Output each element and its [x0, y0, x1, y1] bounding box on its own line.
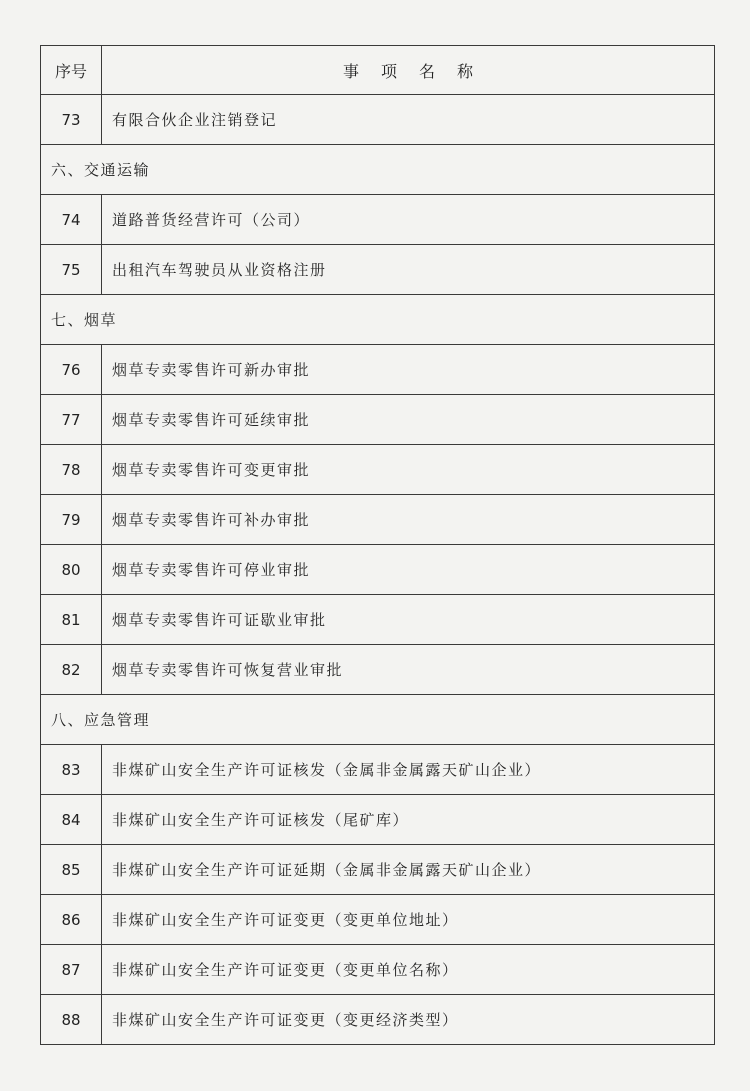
- row-number: 82: [41, 645, 102, 695]
- row-number: 76: [41, 345, 102, 395]
- table-row: [41, 645, 715, 695]
- table-row: [41, 445, 715, 495]
- section-row: [41, 295, 715, 345]
- section-title: 六、交通运输: [41, 145, 715, 195]
- item-name: 烟草专卖零售许可证歇业审批: [102, 595, 715, 645]
- item-name: 非煤矿山安全生产许可证变更（变更单位地址）: [102, 895, 715, 945]
- item-name: 烟草专卖零售许可停业审批: [102, 545, 715, 595]
- section-title: 八、应急管理: [41, 695, 715, 745]
- table-row: [41, 345, 715, 395]
- items-table: [40, 45, 715, 1045]
- table-row: [41, 195, 715, 245]
- item-name: 烟草专卖零售许可变更审批: [102, 445, 715, 495]
- item-name: 烟草专卖零售许可新办审批: [102, 345, 715, 395]
- header-num: 序号: [41, 46, 102, 95]
- table-row: [41, 895, 715, 945]
- row-number: 79: [41, 495, 102, 545]
- row-number: 84: [41, 795, 102, 845]
- item-name: 烟草专卖零售许可延续审批: [102, 395, 715, 445]
- table-row: [41, 995, 715, 1045]
- item-name: 非煤矿山安全生产许可证核发（金属非金属露天矿山企业）: [102, 745, 715, 795]
- item-name: 烟草专卖零售许可恢复营业审批: [102, 645, 715, 695]
- table-row: [41, 745, 715, 795]
- row-number: 81: [41, 595, 102, 645]
- table-row: [41, 495, 715, 545]
- section-row: [41, 145, 715, 195]
- item-name: 出租汽车驾驶员从业资格注册: [102, 245, 715, 295]
- item-name: 非煤矿山安全生产许可证变更（变更经济类型）: [102, 995, 715, 1045]
- table-row: [41, 95, 715, 145]
- row-number: 77: [41, 395, 102, 445]
- row-number: 87: [41, 945, 102, 995]
- table-body: [41, 95, 715, 1045]
- table-row: [41, 245, 715, 295]
- table-row: [41, 945, 715, 995]
- item-name: 非煤矿山安全生产许可证核发（尾矿库）: [102, 795, 715, 845]
- table-row: [41, 545, 715, 595]
- row-number: 80: [41, 545, 102, 595]
- row-number: 88: [41, 995, 102, 1045]
- row-number: 78: [41, 445, 102, 495]
- row-number: 86: [41, 895, 102, 945]
- table-row: [41, 845, 715, 895]
- item-name: 有限合伙企业注销登记: [102, 95, 715, 145]
- row-number: 74: [41, 195, 102, 245]
- section-row: [41, 695, 715, 745]
- table-row: [41, 795, 715, 845]
- item-name: 烟草专卖零售许可补办审批: [102, 495, 715, 545]
- row-number: 83: [41, 745, 102, 795]
- item-name: 道路普货经营许可（公司）: [102, 195, 715, 245]
- item-name: 非煤矿山安全生产许可证延期（金属非金属露天矿山企业）: [102, 845, 715, 895]
- table-header-row: [41, 46, 715, 95]
- row-number: 85: [41, 845, 102, 895]
- item-name: 非煤矿山安全生产许可证变更（变更单位名称）: [102, 945, 715, 995]
- row-number: 75: [41, 245, 102, 295]
- header-name: 事项名称: [102, 46, 715, 95]
- section-title: 七、烟草: [41, 295, 715, 345]
- table-row: [41, 395, 715, 445]
- row-number: 73: [41, 95, 102, 145]
- table-row: [41, 595, 715, 645]
